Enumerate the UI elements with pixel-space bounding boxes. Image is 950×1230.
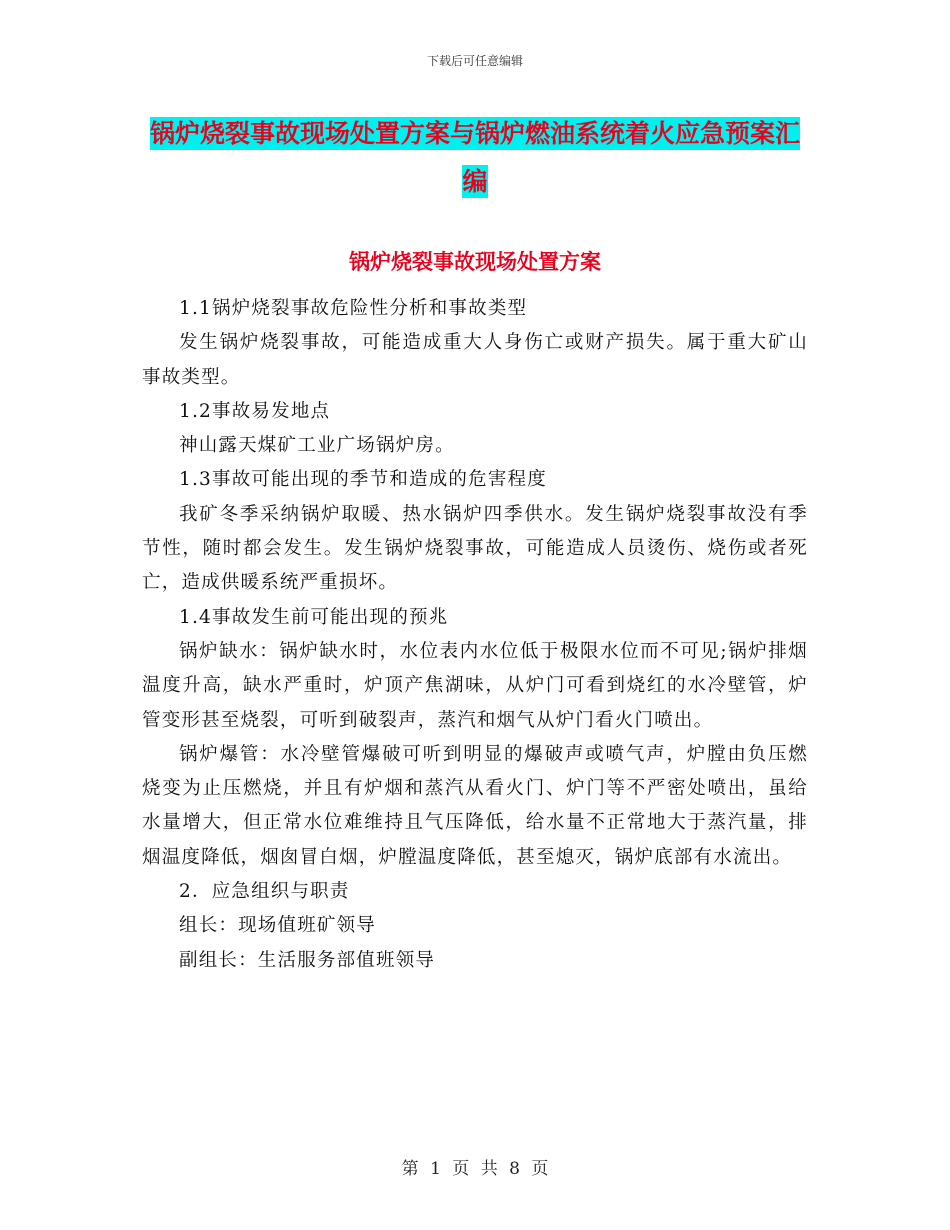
- paragraph: 副组长：生活服务部值班领导: [179, 949, 436, 971]
- paragraph: 我矿冬季采纳锅炉取暖、热水锅炉四季供水。发生锅炉烧裂事故没有季节性，随时都会发生。发生锅炉烧裂事故，可能造成人员烫伤、烧伤或者死亡，造成供暖系统严重损坏。: [142, 503, 808, 594]
- heading-1-4: 1.4事故发生前可能出现的预兆: [179, 606, 449, 628]
- heading-1-1: 1.1锅炉烧裂事故危险性分析和事故类型: [179, 298, 528, 319]
- paragraph: 锅炉爆管：水冷壁管爆破可听到明显的爆破声或喷气声，炉膛由负压燃烧变为止压燃烧，并且有炉烟和蒸汽从看火门、炉门等不严密处喷出，虽给水量增大，但正常水位难维持且气压降低，给水量不正常地大于蒸汽量，排烟温度降低，烟囱冒白烟，炉膛温度降低，甚至熄灭，锅炉底部有水流出。: [142, 743, 808, 868]
- heading-1-3: 1.3事故可能出现的季节和造成的危害程度: [179, 469, 547, 491]
- document-body: [142, 292, 808, 978]
- paragraph: 神山露天煤矿工业广场锅炉房。: [179, 435, 455, 457]
- heading-2: 2．应急组织与职责: [179, 881, 350, 903]
- paragraph: 发生锅炉烧裂事故，可能造成重大人身伤亡或财产损失。属于重大矿山事故类型。: [142, 332, 808, 388]
- paragraph: 组长：现场值班矿领导: [179, 915, 377, 937]
- section-title: 锅炉烧裂事故现场处置方案: [349, 249, 601, 274]
- document-title: [140, 110, 810, 206]
- page-footer: 第 1 页 共 8 页: [401, 1159, 549, 1179]
- paragraph: 锅炉缺水：锅炉缺水时，水位表内水位低于极限水位而不可见;锅炉排烟温度升高，缺水严重时，炉顶产焦湖味，从炉门可看到烧红的水冷壁管，炉管变形甚至烧裂，可听到破裂声，蒸汽和烟气从炉门看火门喷出。: [142, 640, 808, 731]
- heading-1-2: 1.2事故易发地点: [179, 400, 331, 422]
- document-title-text: 锅炉烧裂事故现场处置方案与锅炉燃油系统着火应急预案汇编: [149, 119, 800, 196]
- page-header-note: 下载后可任意编辑: [426, 54, 523, 68]
